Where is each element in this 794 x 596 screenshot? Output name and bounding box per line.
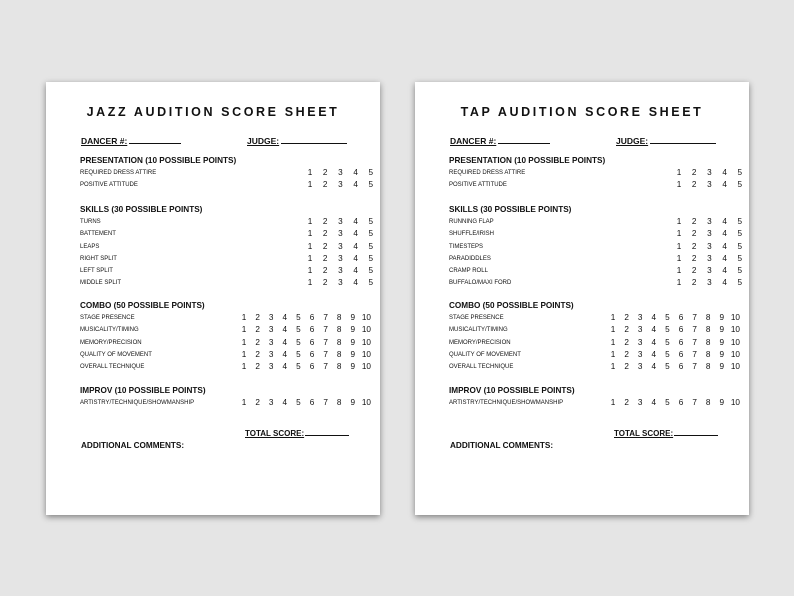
criterion-label: SHUFFLE/IRISH xyxy=(449,231,495,238)
score-option[interactable]: 5 xyxy=(737,168,743,177)
score-option[interactable]: 3 xyxy=(707,229,712,239)
score-option[interactable]: 1 xyxy=(307,241,313,251)
score-option[interactable]: 4 xyxy=(722,168,727,177)
score-option[interactable]: 2 xyxy=(691,168,697,177)
criterion-row xyxy=(80,179,380,191)
judge-field[interactable] xyxy=(616,134,716,146)
score-option[interactable]: 10 xyxy=(730,325,740,335)
score-option[interactable]: 7 xyxy=(323,398,328,407)
criterion-label: OVERALL TECHNIQUE xyxy=(449,364,514,371)
criterion-label: RIGHT SPLIT xyxy=(80,255,117,262)
score-option[interactable]: 3 xyxy=(707,253,712,263)
score-section xyxy=(449,155,749,192)
criterion-row xyxy=(80,253,380,265)
score-option[interactable]: 7 xyxy=(323,313,328,322)
criterion-row xyxy=(449,228,749,240)
score-option[interactable]: 1 xyxy=(307,253,313,263)
total-score-field[interactable] xyxy=(245,426,349,438)
criterion-row xyxy=(449,179,749,191)
score-option[interactable]: 6 xyxy=(678,325,684,335)
score-option[interactable]: 5 xyxy=(368,266,374,276)
score-option[interactable]: 6 xyxy=(309,313,315,322)
score-option[interactable]: 4 xyxy=(722,278,727,288)
score-option[interactable]: 1 xyxy=(676,168,682,177)
score-option[interactable]: 3 xyxy=(637,362,643,372)
score-option[interactable]: 1 xyxy=(307,217,313,226)
score-option[interactable]: 5 xyxy=(737,180,743,190)
score-option[interactable]: 4 xyxy=(282,337,288,347)
score-option[interactable]: 9 xyxy=(350,398,356,407)
score-option[interactable]: 1 xyxy=(610,337,616,347)
score-option[interactable]: 9 xyxy=(719,349,725,359)
dancer-number-field[interactable] xyxy=(450,134,550,146)
total-score-blank[interactable] xyxy=(674,426,718,436)
score-option[interactable]: 5 xyxy=(368,180,374,190)
score-option[interactable]: 4 xyxy=(282,398,288,407)
sheet-title: JAZZ AUDITION SCORE SHEET xyxy=(86,105,340,119)
criterion-row xyxy=(80,277,380,289)
score-option[interactable]: 5 xyxy=(296,325,301,335)
score-option[interactable]: 10 xyxy=(361,362,371,372)
score-option[interactable]: 2 xyxy=(322,241,328,251)
criterion-row xyxy=(80,167,380,179)
score-option[interactable]: 2 xyxy=(255,362,260,372)
score-option[interactable]: 2 xyxy=(624,398,629,407)
score-option[interactable]: 2 xyxy=(255,337,260,347)
criterion-row xyxy=(449,216,749,228)
section-title: SKILLS (30 POSSIBLE POINTS) xyxy=(449,205,572,214)
score-option[interactable]: 4 xyxy=(353,229,358,239)
score-option[interactable]: 8 xyxy=(336,398,342,407)
section-title: PRESENTATION (10 POSSIBLE POINTS) xyxy=(449,156,606,165)
score-option[interactable]: 5 xyxy=(665,349,670,359)
criterion-row xyxy=(80,337,380,349)
score-option[interactable]: 6 xyxy=(678,349,684,359)
judge-blank[interactable] xyxy=(650,134,716,144)
criterion-row xyxy=(80,324,380,336)
score-option[interactable]: 10 xyxy=(361,313,371,322)
score-option[interactable]: 3 xyxy=(268,337,274,347)
score-option[interactable]: 2 xyxy=(691,180,697,190)
score-option[interactable]: 2 xyxy=(322,266,328,276)
score-option[interactable]: 3 xyxy=(338,168,343,177)
score-option[interactable]: 3 xyxy=(707,180,712,190)
score-option[interactable]: 2 xyxy=(322,278,328,288)
score-option[interactable]: 3 xyxy=(338,180,343,190)
jazz-score-sheet xyxy=(46,82,380,515)
score-option[interactable]: 1 xyxy=(241,325,247,335)
criterion-row xyxy=(449,361,749,373)
score-option[interactable]: 6 xyxy=(678,337,684,347)
score-option[interactable]: 4 xyxy=(722,241,727,251)
criterion-row xyxy=(80,349,380,361)
judge-field[interactable] xyxy=(247,134,347,146)
score-option[interactable]: 3 xyxy=(637,337,643,347)
criterion-label: QUALITY OF MOVEMENT xyxy=(449,351,521,358)
score-option[interactable]: 4 xyxy=(722,180,727,190)
score-option[interactable]: 3 xyxy=(268,362,274,372)
criterion-row xyxy=(449,337,749,349)
score-option[interactable]: 4 xyxy=(651,325,657,335)
score-section xyxy=(449,204,749,290)
score-option[interactable]: 7 xyxy=(692,398,697,407)
score-option[interactable]: 1 xyxy=(676,266,682,276)
score-option[interactable]: 2 xyxy=(624,362,629,372)
judge-label: JUDGE: xyxy=(247,136,280,146)
score-option[interactable]: 4 xyxy=(353,168,358,177)
score-option[interactable]: 6 xyxy=(309,337,315,347)
score-option[interactable]: 9 xyxy=(350,362,356,372)
score-option[interactable]: 5 xyxy=(737,229,743,239)
dancer-number-blank[interactable] xyxy=(498,134,550,144)
score-option[interactable]: 8 xyxy=(705,313,711,322)
criterion-label: REQUIRED DRESS ATTIRE xyxy=(80,170,157,176)
score-option[interactable]: 7 xyxy=(692,349,697,359)
score-option[interactable]: 1 xyxy=(307,229,313,239)
score-option[interactable]: 3 xyxy=(707,241,712,251)
score-option[interactable]: 9 xyxy=(350,349,356,359)
criterion-label: ARTISTRY/TECHNIQUE/SHOWMANSHIP xyxy=(449,400,564,406)
score-option[interactable]: 2 xyxy=(322,180,328,190)
criterion-label: POSITIVE ATTITUDE xyxy=(80,182,138,189)
section-title: IMPROV (10 POSSIBLE POINTS) xyxy=(80,386,206,395)
sheet-title: TAP AUDITION SCORE SHEET xyxy=(460,105,704,119)
score-option[interactable]: 10 xyxy=(361,337,371,347)
score-option[interactable]: 7 xyxy=(323,362,328,372)
score-option[interactable]: 3 xyxy=(338,278,343,288)
score-option[interactable]: 1 xyxy=(676,241,682,251)
score-option[interactable]: 6 xyxy=(309,325,315,335)
score-option[interactable]: 8 xyxy=(705,362,711,372)
criterion-label: STAGE PRESENCE xyxy=(449,315,504,321)
score-option[interactable]: 6 xyxy=(309,349,315,359)
dancer-number-label: DANCER #: xyxy=(450,136,497,146)
criterion-label: QUALITY OF MOVEMENT xyxy=(80,351,152,358)
criterion-label: MIDDLE SPLIT xyxy=(80,280,122,287)
criterion-row xyxy=(80,216,380,228)
total-score-blank[interactable] xyxy=(305,426,349,436)
score-option[interactable]: 7 xyxy=(323,325,328,335)
judge-blank[interactable] xyxy=(281,134,347,144)
score-option[interactable]: 3 xyxy=(707,266,712,276)
dancer-number-field[interactable] xyxy=(81,134,181,146)
score-option[interactable]: 2 xyxy=(255,325,260,335)
score-option[interactable]: 1 xyxy=(610,349,616,359)
criterion-label: BATTEMENT xyxy=(80,231,116,238)
score-option[interactable]: 4 xyxy=(282,325,288,335)
score-option[interactable]: 1 xyxy=(610,325,616,335)
criterion-label: STAGE PRESENCE xyxy=(80,315,135,321)
score-option[interactable]: 3 xyxy=(707,217,712,226)
score-option[interactable]: 2 xyxy=(691,253,697,263)
score-option[interactable]: 5 xyxy=(296,349,301,359)
section-title: PRESENTATION (10 POSSIBLE POINTS) xyxy=(80,156,237,165)
criterion-row xyxy=(449,312,749,324)
total-score-label: TOTAL SCORE: xyxy=(614,429,674,438)
section-title: SKILLS (30 POSSIBLE POINTS) xyxy=(80,205,203,214)
score-option[interactable]: 1 xyxy=(676,180,682,190)
score-option[interactable]: 10 xyxy=(361,325,371,335)
score-option[interactable]: 2 xyxy=(691,229,697,239)
criterion-row xyxy=(449,241,749,253)
criterion-label: MUSICALITY/TIMING xyxy=(80,327,139,334)
criterion-row xyxy=(80,397,380,409)
criterion-label: POSITIVE ATTITUDE xyxy=(449,182,507,189)
score-option[interactable]: 9 xyxy=(719,362,725,372)
criterion-row xyxy=(449,397,749,409)
score-option[interactable]: 4 xyxy=(722,253,727,263)
score-option[interactable]: 9 xyxy=(719,313,725,322)
score-option[interactable]: 3 xyxy=(338,217,343,226)
score-option[interactable]: 1 xyxy=(307,180,313,190)
score-option[interactable]: 8 xyxy=(705,349,711,359)
score-option[interactable]: 6 xyxy=(309,362,315,372)
score-option[interactable]: 5 xyxy=(737,278,743,288)
score-option[interactable]: 10 xyxy=(730,349,740,359)
total-score-label: TOTAL SCORE: xyxy=(245,429,305,438)
score-option[interactable]: 5 xyxy=(665,313,670,322)
score-section xyxy=(449,300,749,373)
score-option[interactable]: 1 xyxy=(307,278,313,288)
score-option[interactable]: 8 xyxy=(705,337,711,347)
score-option[interactable]: 7 xyxy=(323,349,328,359)
score-option[interactable]: 5 xyxy=(368,229,374,239)
section-title: COMBO (50 POSSIBLE POINTS) xyxy=(449,301,574,310)
score-option[interactable]: 1 xyxy=(241,349,247,359)
score-section xyxy=(80,204,380,290)
score-option[interactable]: 5 xyxy=(296,313,301,322)
score-option[interactable]: 7 xyxy=(692,362,697,372)
criterion-row xyxy=(80,361,380,373)
criterion-row xyxy=(80,228,380,240)
score-option[interactable]: 5 xyxy=(368,253,374,263)
score-option[interactable]: 2 xyxy=(322,168,328,177)
score-option[interactable]: 1 xyxy=(676,217,682,226)
score-option[interactable]: 10 xyxy=(730,313,740,322)
score-option[interactable]: 6 xyxy=(678,362,684,372)
score-option[interactable]: 2 xyxy=(322,229,328,239)
score-option[interactable]: 2 xyxy=(322,253,328,263)
score-option[interactable]: 2 xyxy=(255,398,260,407)
score-option[interactable]: 4 xyxy=(353,253,358,263)
criterion-label: MEMORY/PRECISION xyxy=(449,339,511,346)
score-option[interactable]: 4 xyxy=(722,266,727,276)
criterion-label: OVERALL TECHNIQUE xyxy=(80,364,145,371)
score-option[interactable]: 4 xyxy=(722,229,727,239)
tap-score-sheet xyxy=(415,82,749,515)
score-option[interactable]: 1 xyxy=(241,362,247,372)
score-option[interactable]: 9 xyxy=(350,325,356,335)
score-option[interactable]: 5 xyxy=(665,398,670,407)
score-option[interactable]: 6 xyxy=(678,313,684,322)
criterion-label: CRAMP ROLL xyxy=(449,268,488,275)
score-option[interactable]: 3 xyxy=(268,313,274,322)
score-option[interactable]: 8 xyxy=(336,337,342,347)
score-option[interactable]: 4 xyxy=(651,398,657,407)
score-option[interactable]: 4 xyxy=(353,180,358,190)
score-option[interactable]: 9 xyxy=(719,337,725,347)
score-option[interactable]: 1 xyxy=(610,362,616,372)
score-option[interactable]: 3 xyxy=(338,266,343,276)
section-title: COMBO (50 POSSIBLE POINTS) xyxy=(80,301,205,310)
score-option[interactable]: 4 xyxy=(353,217,358,226)
score-option[interactable]: 1 xyxy=(676,278,682,288)
score-option[interactable]: 6 xyxy=(678,398,684,407)
criterion-row xyxy=(80,265,380,277)
score-option[interactable]: 4 xyxy=(651,349,657,359)
score-option[interactable]: 4 xyxy=(651,362,657,372)
criterion-row xyxy=(449,265,749,277)
score-option[interactable]: 2 xyxy=(691,241,697,251)
score-option[interactable]: 2 xyxy=(691,278,697,288)
score-option[interactable]: 3 xyxy=(338,253,343,263)
additional-comments-label: ADDITIONAL COMMENTS: xyxy=(450,441,554,450)
score-option[interactable]: 4 xyxy=(282,349,288,359)
score-option[interactable]: 4 xyxy=(282,313,288,322)
criterion-label: LEFT SPLIT xyxy=(80,268,113,275)
criterion-label: RUNNING FLAP xyxy=(449,219,494,225)
score-option[interactable]: 1 xyxy=(610,398,616,407)
score-option[interactable]: 8 xyxy=(336,325,342,335)
score-option[interactable]: 8 xyxy=(336,362,342,372)
score-option[interactable]: 4 xyxy=(353,241,358,251)
score-option[interactable]: 1 xyxy=(676,253,682,263)
score-option[interactable]: 3 xyxy=(268,398,274,407)
score-option[interactable]: 4 xyxy=(282,362,288,372)
criterion-label: MEMORY/PRECISION xyxy=(80,339,142,346)
score-option[interactable]: 3 xyxy=(637,325,643,335)
score-option[interactable]: 5 xyxy=(296,362,301,372)
criterion-row xyxy=(80,312,380,324)
score-option[interactable]: 4 xyxy=(353,278,358,288)
criterion-row xyxy=(449,167,749,179)
score-option[interactable]: 1 xyxy=(307,168,313,177)
score-section xyxy=(80,385,380,409)
score-option[interactable]: 5 xyxy=(296,398,301,407)
score-option[interactable]: 3 xyxy=(707,168,712,177)
score-option[interactable]: 5 xyxy=(737,241,743,251)
score-option[interactable]: 5 xyxy=(665,325,670,335)
score-option[interactable]: 10 xyxy=(361,398,371,407)
score-option[interactable]: 10 xyxy=(730,362,740,372)
criterion-label: LEAPS xyxy=(80,243,100,250)
criterion-row xyxy=(449,324,749,336)
criterion-label: BUFFALO/MAXI FORD xyxy=(449,280,512,287)
score-option[interactable]: 2 xyxy=(322,217,328,226)
score-option[interactable]: 3 xyxy=(338,241,343,251)
criterion-label: ARTISTRY/TECHNIQUE/SHOWMANSHIP xyxy=(80,400,195,406)
score-option[interactable]: 3 xyxy=(637,313,643,322)
score-option[interactable]: 3 xyxy=(637,349,643,359)
score-option[interactable]: 4 xyxy=(722,217,727,226)
score-option[interactable]: 1 xyxy=(676,229,682,239)
score-option[interactable]: 9 xyxy=(719,325,725,335)
score-section xyxy=(449,385,749,409)
score-option[interactable]: 2 xyxy=(624,325,629,335)
score-option[interactable]: 7 xyxy=(692,337,697,347)
score-option[interactable]: 5 xyxy=(665,362,670,372)
score-option[interactable]: 2 xyxy=(691,266,697,276)
score-option[interactable]: 5 xyxy=(737,266,743,276)
score-option[interactable]: 1 xyxy=(241,313,247,322)
score-option[interactable]: 4 xyxy=(651,313,657,322)
score-option[interactable]: 8 xyxy=(705,325,711,335)
score-option[interactable]: 9 xyxy=(719,398,725,407)
score-option[interactable]: 1 xyxy=(610,313,616,322)
score-option[interactable]: 5 xyxy=(665,337,670,347)
score-option[interactable]: 2 xyxy=(691,217,697,226)
score-option[interactable]: 1 xyxy=(241,398,247,407)
score-option[interactable]: 1 xyxy=(307,266,313,276)
dancer-number-blank[interactable] xyxy=(129,134,181,144)
score-option[interactable]: 4 xyxy=(651,337,657,347)
criterion-row xyxy=(80,241,380,253)
score-option[interactable]: 3 xyxy=(268,325,274,335)
score-option[interactable]: 2 xyxy=(624,313,629,322)
dancer-number-label: DANCER #: xyxy=(81,136,128,146)
score-option[interactable]: 6 xyxy=(309,398,315,407)
score-option[interactable]: 5 xyxy=(737,253,743,263)
criterion-row xyxy=(449,349,749,361)
criterion-label: MUSICALITY/TIMING xyxy=(449,327,508,334)
score-option[interactable]: 10 xyxy=(361,349,371,359)
score-section xyxy=(80,300,380,373)
score-option[interactable]: 3 xyxy=(637,398,643,407)
criterion-label: TURNS xyxy=(80,219,101,225)
score-section xyxy=(80,155,380,192)
score-option[interactable]: 8 xyxy=(336,349,342,359)
score-option[interactable]: 3 xyxy=(707,278,712,288)
score-option[interactable]: 9 xyxy=(350,337,356,347)
score-option[interactable]: 2 xyxy=(255,313,260,322)
score-option[interactable]: 10 xyxy=(730,337,740,347)
criterion-label: PARADIDDLES xyxy=(449,255,491,262)
score-option[interactable]: 5 xyxy=(368,168,374,177)
judge-label: JUDGE: xyxy=(616,136,649,146)
score-option[interactable]: 8 xyxy=(336,313,342,322)
score-option[interactable]: 5 xyxy=(296,337,301,347)
score-option[interactable]: 5 xyxy=(368,278,374,288)
score-option[interactable]: 9 xyxy=(350,313,356,322)
score-option[interactable]: 2 xyxy=(255,349,260,359)
total-score-field[interactable] xyxy=(614,426,718,438)
score-option[interactable]: 5 xyxy=(368,241,374,251)
score-option[interactable]: 8 xyxy=(705,398,711,407)
score-option[interactable]: 3 xyxy=(268,349,274,359)
additional-comments-label: ADDITIONAL COMMENTS: xyxy=(81,441,185,450)
score-option[interactable]: 2 xyxy=(624,349,629,359)
score-option[interactable]: 7 xyxy=(692,325,697,335)
score-option[interactable]: 10 xyxy=(730,398,740,407)
score-option[interactable]: 4 xyxy=(353,266,358,276)
criterion-label: TIMESTEPS xyxy=(449,243,484,250)
score-option[interactable]: 3 xyxy=(338,229,343,239)
score-option[interactable]: 1 xyxy=(241,337,247,347)
criterion-label: REQUIRED DRESS ATTIRE xyxy=(449,170,526,176)
score-option[interactable]: 7 xyxy=(323,337,328,347)
score-option[interactable]: 5 xyxy=(368,217,374,226)
score-option[interactable]: 5 xyxy=(737,217,743,226)
criterion-row xyxy=(449,253,749,265)
criterion-row xyxy=(449,277,749,289)
section-title: IMPROV (10 POSSIBLE POINTS) xyxy=(449,386,575,395)
score-option[interactable]: 2 xyxy=(624,337,629,347)
score-option[interactable]: 7 xyxy=(692,313,697,322)
